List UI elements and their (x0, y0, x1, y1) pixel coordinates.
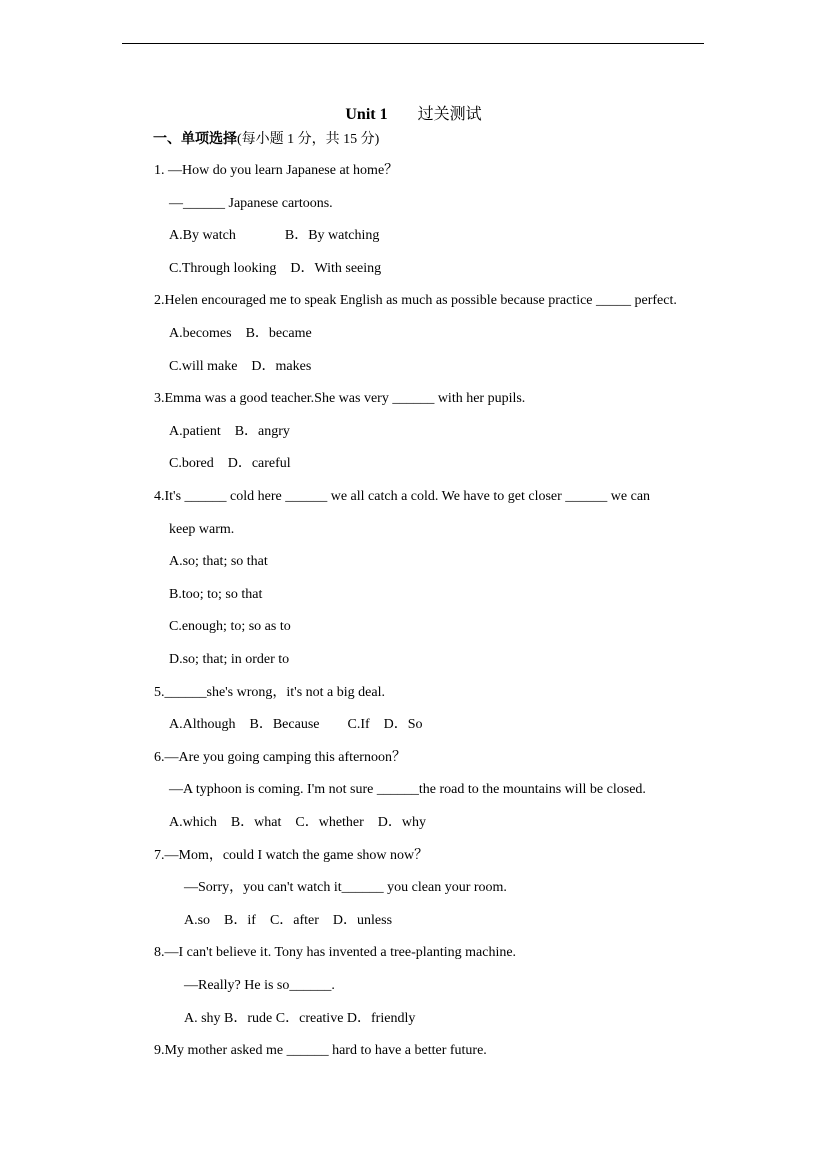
question-line: A.patient B．angry (169, 424, 290, 439)
question-line: —A typhoon is coming. I'm not sure ______the road to the mountains will be closed. (169, 782, 646, 797)
question-line: A.By watch B．By watching (169, 228, 380, 243)
question-line: C.will make D．makes (169, 359, 312, 374)
question-line: 5.______she's wrong，it's not a big deal. (154, 685, 385, 700)
question-line: 3.Emma was a good teacher.She was very ______ with her pupils. (154, 391, 526, 406)
question-line: A.so; that; so that (169, 554, 268, 569)
question-line: A.so B．if C．after D．unless (184, 913, 393, 928)
question-line: —Sorry，you can't watch it______ you clean your room. (184, 880, 507, 895)
question-line: keep warm. (169, 522, 235, 537)
question-line: C.bored D．careful (169, 456, 291, 471)
question-line: 7.—Mom，could I watch the game show now？ (154, 848, 429, 863)
question-line: 1. —How do you learn Japanese at home？ (154, 163, 399, 178)
page-title (0, 101, 827, 124)
question-line: D.so; that; in order to (169, 652, 290, 667)
question-line: 9.My mother asked me ______ hard to have a better future. (154, 1043, 487, 1058)
question-line: 2.Helen encouraged me to speak English as much as possible because practice _____ perfect. (154, 293, 677, 308)
question-line: B.too; to; so that (169, 587, 263, 602)
question-line: C.enough; to; so as to (169, 619, 291, 634)
section-note: (每小题 1 分，共 15 分) (237, 132, 380, 147)
question-line: —Really? He is so______. (184, 978, 335, 993)
question-line: A.Although B．Because C.If D．So (169, 717, 423, 732)
title-en: Unit 1 (345, 106, 388, 123)
question-line: —______ Japanese cartoons. (169, 196, 333, 211)
title-cn: 过关测试 (417, 106, 482, 123)
question-line: 4.It's ______ cold here ______ we all catch a cold. We have to get closer ______ we can (154, 489, 651, 504)
section-title: 一、单项选择 (153, 132, 237, 147)
section-heading (153, 128, 379, 148)
question-line: 8.—I can't believe it. Tony has invented a tree-planting machine. (154, 945, 517, 960)
question-line: 6.—Are you going camping this afternoon？ (154, 750, 406, 765)
question-line: A. shy B．rude C．creative D．friendly (184, 1011, 416, 1026)
question-line: C.Through looking D．With seeing (169, 261, 382, 276)
question-line: A.becomes B．became (169, 326, 312, 341)
question-line: A.which B．what C．whether D．why (169, 815, 427, 830)
header-rule (122, 43, 704, 44)
